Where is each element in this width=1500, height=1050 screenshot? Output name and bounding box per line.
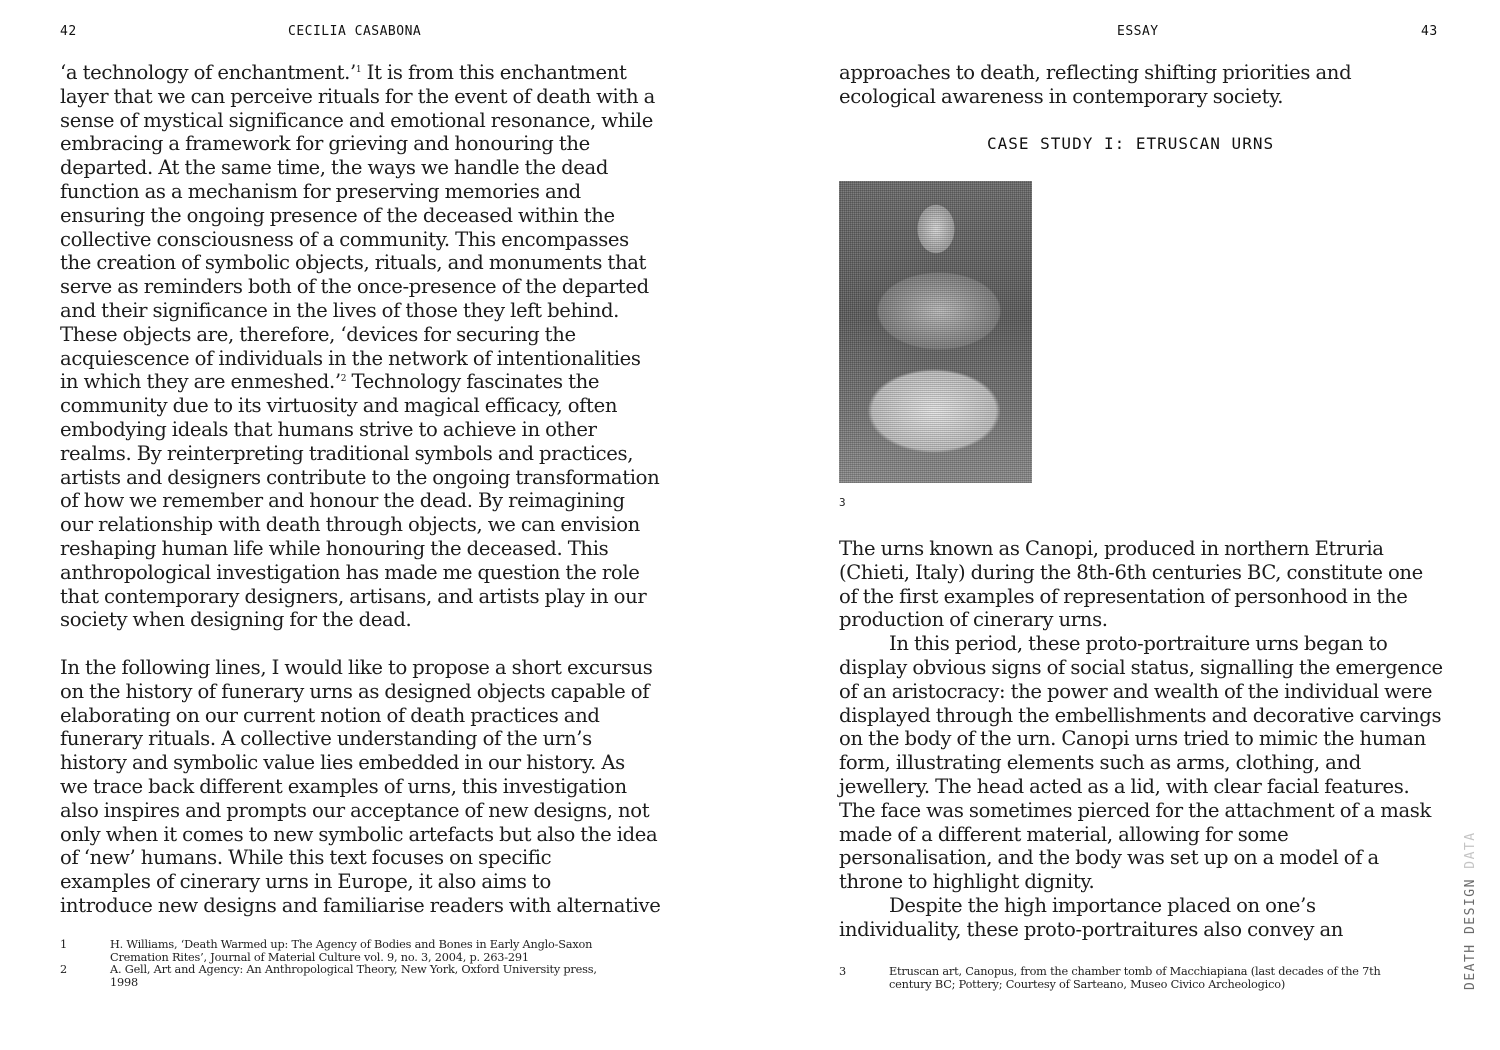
side-label-primary: DEATH DESIGN xyxy=(1463,878,1478,990)
right-paragraph-3 xyxy=(839,894,1459,942)
footnote-text: 1998 xyxy=(110,975,138,989)
text-line: in which they are enmeshed.’$^2$ Technology fascinates the xyxy=(60,370,600,394)
right-page xyxy=(750,0,1500,1050)
text-line: our relationship with death through objects, we can envision xyxy=(60,513,640,537)
figure-label: 3 xyxy=(839,496,846,509)
text-line: elaborating on our current notion of death practices and xyxy=(60,703,600,727)
text-line: throne to highlight dignity. xyxy=(839,870,1095,894)
running-head-section: ESSAY xyxy=(1117,24,1159,39)
text-line: the creation of symbolic objects, rituals, and monuments that xyxy=(60,251,647,275)
text-line: display obvious signs of social status, signalling the emergence xyxy=(839,655,1443,679)
text-line: production of cinerary urns. xyxy=(839,608,1108,632)
footnote-3 xyxy=(839,966,1459,991)
text-line: anthropological investigation has made me question the role xyxy=(60,560,640,584)
text-line: made of a different material, allowing for some xyxy=(839,822,1289,846)
footnote-ref-2[interactable]: 2 xyxy=(340,374,347,385)
left-footnotes xyxy=(60,939,680,989)
left-paragraph-2 xyxy=(60,656,670,918)
footnote-number: 2 xyxy=(60,963,67,977)
footnote-text: Cremation Rites’, Journal of Material Culture vol. 9, no. 3, 2004, p. 263-291 xyxy=(110,950,529,964)
text-line: only when it comes to new symbolic artefacts but also the idea xyxy=(60,822,658,846)
text-line: individuality, these proto-portraitures also convey an xyxy=(839,917,1344,941)
footnote-text: H. Williams, ‘Death Warmed up: The Agency of Bodies and Bones in Early Anglo-Saxon xyxy=(110,938,593,951)
text-line: departed. At the same time, the ways we handle the dead xyxy=(60,156,609,180)
text-line: and their significance in the lives of those they left behind. xyxy=(60,298,620,322)
text-line: function as a mechanism for preserving memories and xyxy=(60,179,581,203)
text-line: jewellery. The head acted as a lid, with clear facial features. xyxy=(839,774,1410,798)
text-line: embodying ideals that humans strive to achieve in other xyxy=(60,417,597,441)
text-line: serve as reminders both of the once-presence of the departed xyxy=(60,275,649,299)
text-line: embracing a framework for grieving and honouring the xyxy=(60,132,590,156)
text-line: collective consciousness of a community. This encompasses xyxy=(60,227,629,251)
text-line: (Chieti, Italy) during the 8th-6th centuries BC, constitute one xyxy=(839,560,1423,584)
text-line: layer that we can perceive rituals for the event of death with a xyxy=(60,84,655,108)
page-number-left: 42 xyxy=(60,24,77,39)
text-line: society when designing for the dead. xyxy=(60,608,412,632)
text-line: approaches to death, reflecting shifting priorities and xyxy=(839,61,1352,84)
right-footnotes xyxy=(839,966,1459,991)
text-line: ensuring the ongoing presence of the deceased within the xyxy=(60,203,615,227)
text-line: history and symbolic value lies embedded in our history. As xyxy=(60,751,625,775)
right-paragraph-1 xyxy=(839,537,1459,632)
text-line: reshaping human life while honouring the deceased. This xyxy=(60,536,609,560)
text-line: The face was sometimes pierced for the attachment of a mask xyxy=(839,798,1432,822)
text-line: community due to its virtuosity and magical efficacy, often xyxy=(60,394,618,418)
text-line: of the first examples of representation of personhood in the xyxy=(839,584,1408,608)
vertical-side-label xyxy=(1463,831,1478,990)
right-paragraph-2 xyxy=(839,632,1459,894)
side-label-secondary: DATA xyxy=(1463,831,1478,869)
continuation-text xyxy=(839,61,1459,109)
text-line: on the history of funerary urns as designed objects capable of xyxy=(60,679,650,703)
right-body-text xyxy=(839,537,1459,942)
text-line: In this period, these proto-portraiture urns began to xyxy=(889,632,1388,656)
paragraph-spacer xyxy=(60,632,670,656)
footnote-number: 3 xyxy=(839,965,846,978)
text-line: Despite the high importance placed on one’s xyxy=(889,893,1316,917)
text-line: ecological awareness in contemporary society. xyxy=(839,84,1284,108)
text-line: realms. By reinterpreting traditional symbols and practices, xyxy=(60,441,634,465)
text-line: These objects are, therefore, ‘devices for securing the xyxy=(60,322,576,346)
text-line: artists and designers contribute to the ongoing transformation xyxy=(60,465,660,489)
text-line: we trace back different examples of urns, this investigation xyxy=(60,774,627,798)
text-line: displayed through the embellishments and decorative carvings xyxy=(839,703,1442,727)
text-line: form, illustrating elements such as arms, clothing, and xyxy=(839,751,1361,775)
page-number-right: 43 xyxy=(1421,24,1438,39)
text-line: funerary rituals. A collective understanding of the urn’s xyxy=(60,727,592,751)
text-line: of an aristocracy: the power and wealth of the individual were xyxy=(839,679,1433,703)
text-line: acquiescence of individuals in the network of intentionalities xyxy=(60,346,641,370)
footnote-number: 1 xyxy=(60,938,67,951)
footnote-ref-1[interactable]: 1 xyxy=(355,65,362,75)
text-line: examples of cinerary urns in Europe, it also aims to xyxy=(60,870,551,894)
footnote-text: Etruscan art, Canopus, from the chamber tomb of Macchiapiana (last decades of the 7th xyxy=(889,965,1381,978)
footnote-text: century BC; Pottery; Courtesy of Sarteano, Museo Civico Archeologico) xyxy=(889,977,1286,991)
text-line: on the body of the urn. Canopi urns tried to mimic the human xyxy=(839,727,1426,751)
footnote-1 xyxy=(60,939,680,964)
text-line: introduce new designs and familiarise readers with alternative xyxy=(60,893,661,917)
text-line: In the following lines, I would like to propose a short excursus xyxy=(60,655,653,679)
text-line: of how we remember and honour the dead. By reimagining xyxy=(60,489,625,513)
left-paragraph-1 xyxy=(60,61,670,632)
text-line: also inspires and prompts our acceptance of new designs, not xyxy=(60,798,650,822)
text-line: personalisation, and the body was set up on a model of a xyxy=(839,846,1379,870)
text-line: that contemporary designers, artisans, and artists play in our xyxy=(60,584,647,608)
etruscan-urn-image xyxy=(839,181,1032,483)
text-line: of ‘new’ humans. While this text focuses on specific xyxy=(60,846,552,870)
left-body-text xyxy=(60,61,670,918)
footnote-text: A. Gell, Art and Agency: An Anthropological Theory, New York, Oxford University press, xyxy=(110,963,597,977)
running-head-author: CECILIA CASABONA xyxy=(288,24,422,39)
footnote-2 xyxy=(60,964,680,989)
section-heading: CASE STUDY I: ETRUSCAN URNS xyxy=(987,134,1275,153)
text-line: ‘a technology of enchantment.’$^1$ It is from this enchantment xyxy=(60,61,627,84)
text-line: The urns known as Canopi, produced in northern Etruria xyxy=(839,537,1384,560)
text-line: sense of mystical significance and emotional resonance, while xyxy=(60,108,653,132)
